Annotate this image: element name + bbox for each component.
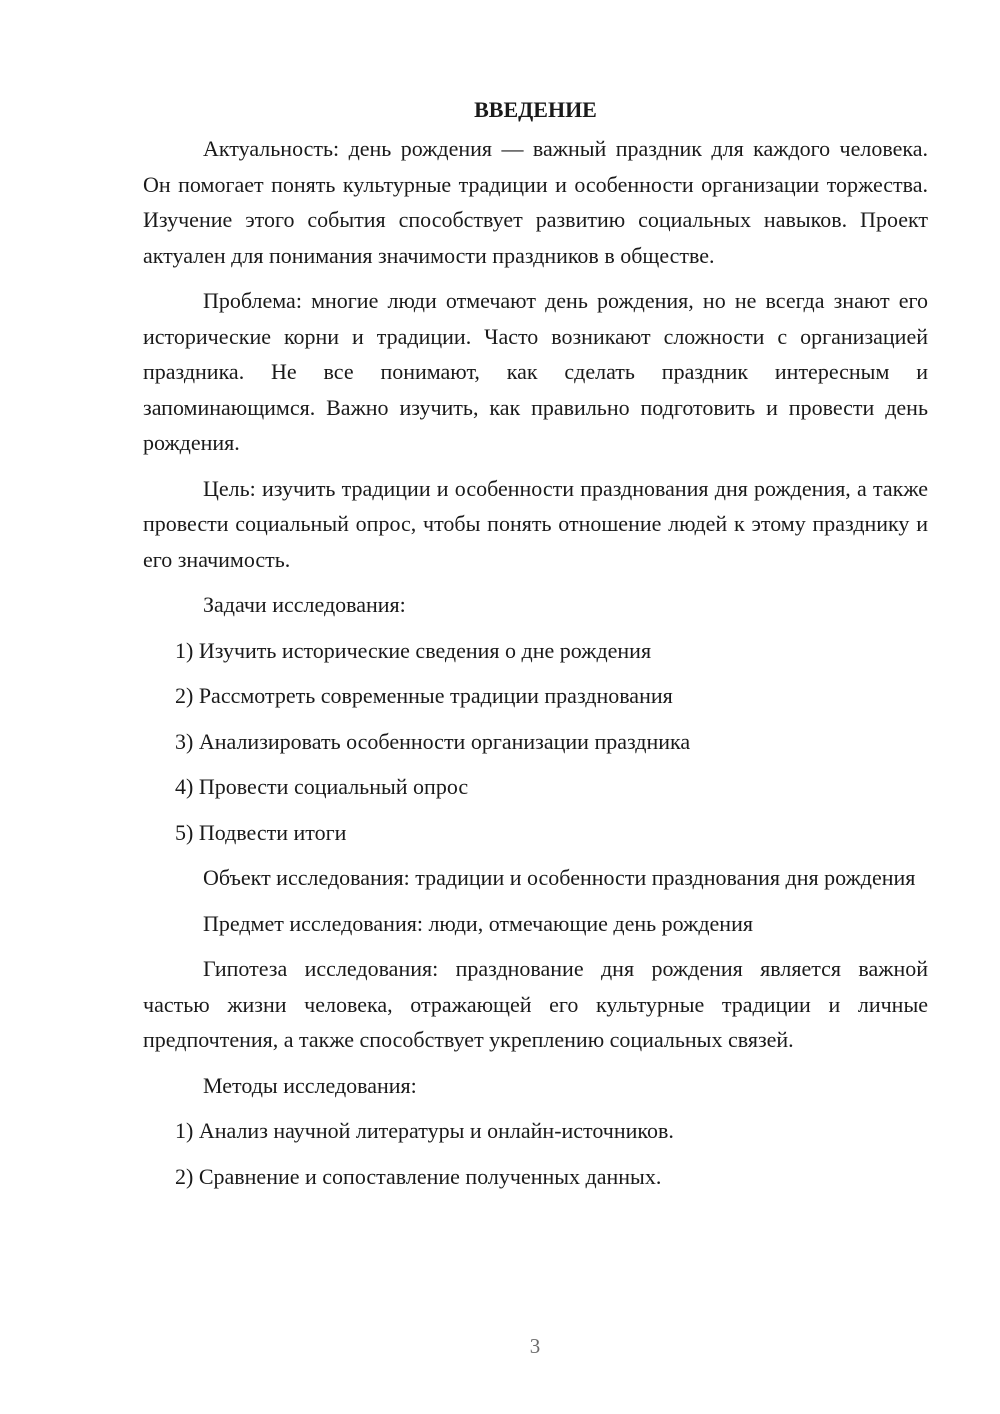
list-item: 4) Провести социальный опрос — [175, 774, 469, 799]
goal-paragraph: Цель: изучить традиции и особенности празднования дня рождения, а также провести социальный опрос, чтобы понять отношение людей к этому празднику и его значимость. — [143, 475, 928, 572]
hypothesis-paragraph: Гипотеза исследования: празднование дня рождения является важной частью жизни человека, отражающей его культурные традиции и личные предпочтения, а также способствует укреплению социальных связей. — [143, 956, 928, 1052]
list-item: 1) Изучить исторические сведения о дне рождения — [175, 637, 652, 663]
tasks-label: Задачи исследования: — [203, 592, 406, 617]
relevance-paragraph: Актуальность: день рождения — важный праздник для каждого человека. Он помогает понять культурные традиции и особенности организации торжества. Изучение этого события способствует развитию социальных навыков. Проект актуален для понимания значимости праздников в обществе. — [143, 136, 928, 268]
list-item: 5) Подвести итоги — [175, 819, 347, 845]
subject-paragraph: Предмет исследования: люди, отмечающие день рождения — [203, 910, 753, 936]
list-item: 1) Анализ научной литературы и онлайн-источников. — [175, 1118, 674, 1143]
methods-list — [143, 1113, 928, 1194]
page-title: ВВЕДЕНИЕ — [474, 97, 597, 122]
methods-label: Методы исследования: — [203, 1072, 417, 1098]
page-number: 3 — [529, 1334, 541, 1358]
list-item: 2) Сравнение и сопоставление полученных данных. — [175, 1163, 662, 1189]
object-paragraph: Объект исследования: традиции и особенности празднования дня рождения — [203, 865, 916, 890]
list-item: 2) Рассмотреть современные традиции празднования — [175, 683, 673, 708]
list-item: 3) Анализировать особенности организации праздника — [175, 728, 691, 754]
problem-paragraph: Проблема: многие люди отмечают день рождения, но не всегда знают его исторические корни и традиции. Часто возникают сложности с организацией праздника. Не все понимают, как сделать праздник интересным и запоминающимся. Важно изучить, как правильно подготовить и провести день рождения. — [143, 288, 928, 455]
tasks-list — [143, 633, 928, 851]
document-page — [143, 92, 928, 1204]
